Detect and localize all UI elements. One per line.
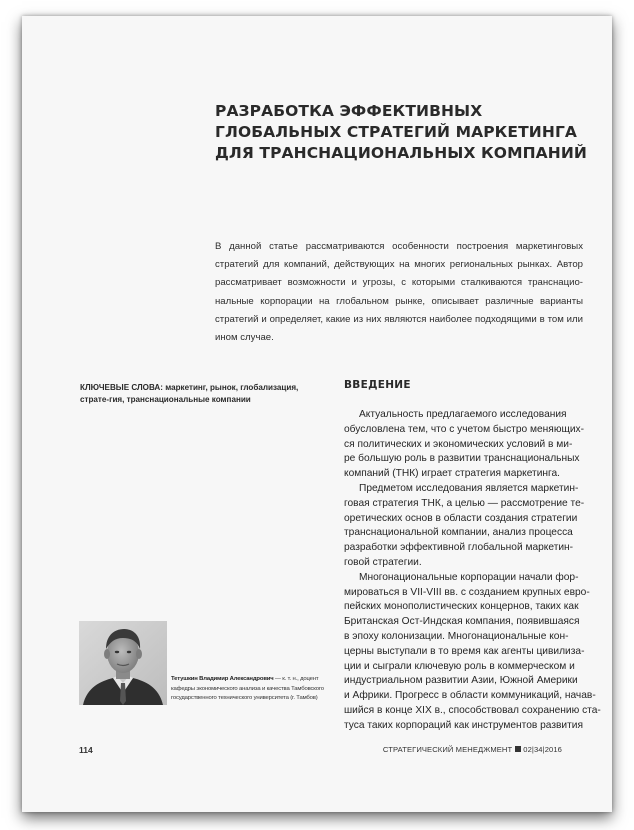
section-heading-introduction: ВВЕДЕНИЕ (344, 379, 411, 391)
body-line: индустриальном развитии Азии, Южной Америки (344, 675, 578, 687)
body-line: Актуальность предлагаемого исследования (359, 409, 567, 420)
body-line: Британская Ост-Индская компания, появившаяся (344, 616, 580, 628)
body-line: оретических основ в области создания стратегии (344, 512, 578, 524)
square-separator-icon (515, 746, 521, 752)
page-number: 114 (79, 745, 93, 755)
author-photo (79, 621, 167, 705)
body-line: в эпоху колонизации. Многонациональные кон- (344, 630, 569, 642)
body-line: ре большую роль в развитии транснациональных (344, 453, 580, 465)
article-body (344, 408, 601, 734)
author-bio (171, 675, 331, 704)
body-line: туса таких корпораций как инструментов развития (344, 719, 583, 731)
body-line: разработки эффективной глобальной маркетин- (344, 542, 574, 554)
keywords: КЛЮЧЕВЫЕ СЛОВА: маркетинг, рынок, глобализация, страте-гия, транснациональные компании (80, 383, 299, 404)
body-line: Предметом исследования является маркетин- (359, 482, 579, 494)
body-line: церны выступали в то время как агенты цивилиза- (344, 645, 585, 657)
body-line: ся политических и экономических условий в ми- (344, 438, 573, 450)
body-line: Многонациональные корпорации начали фор- (359, 571, 579, 583)
journal-footer (383, 745, 562, 754)
article-abstract: В данной статье рассматриваются особенности построения маркетинговых стратегий для компаний, действующих на многих региональных рынках. Автор рассматривает возможности и угрозы, с которыми сталкиваются транснацио-нальные корпорации на глобальном рынке, описывает различные варианты стратегий и определяет, какие из них являются наиболее подходящими в том или ином случае. (215, 241, 583, 344)
body-line: транснациональной компании, анализ процесса (344, 527, 573, 539)
author-details-line: — к. т. н., доцент (273, 676, 319, 682)
body-line: мироваться в VII-VIII вв. с созданием крупных евро- (344, 586, 590, 598)
journal-page (22, 16, 612, 812)
article-title (215, 101, 595, 164)
journal-issue: 02|34|2016 (523, 745, 562, 754)
article-title-line: РАЗРАБОТКА ЭФФЕКТИВНЫХ (215, 102, 483, 120)
body-line: компаний (ТНК) играет стратегия маркетинга. (344, 468, 560, 480)
body-line: обусловлена тем, что с учетом быстро меняющих- (344, 423, 585, 435)
body-line: говой стратегии. (344, 556, 422, 568)
body-line: шийся в конце XIX в., способствовал сохранению ста- (344, 704, 601, 716)
body-line: и Африки. Прогресс в области коммуникаций, начав- (344, 690, 596, 702)
author-name: Тетушкин Владимир Александрович (171, 676, 274, 682)
author-photo-image (79, 621, 167, 705)
author-details-line: кафедры экономического анализа и качества Тамбовского (171, 685, 324, 692)
author-details-line: государственного технического университета (г. Тамбов) (171, 695, 318, 702)
journal-name: СТРАТЕГИЧЕСКИЙ МЕНЕДЖМЕНТ (382, 745, 513, 754)
body-line: говая стратегия ТНК, а целью — рассмотрение те- (344, 497, 585, 509)
article-title-line: ГЛОБАЛЬНЫХ СТРАТЕГИЙ МАРКЕТИНГА (215, 123, 578, 141)
body-line: пейских монополистических концернов, таких как (344, 601, 579, 613)
body-line: ции и сыграли ключевую роль в коммерческом и (344, 660, 575, 672)
article-title-line: ДЛЯ ТРАНСНАЦИОНАЛЬНЫХ КОМПАНИЙ (215, 144, 587, 162)
